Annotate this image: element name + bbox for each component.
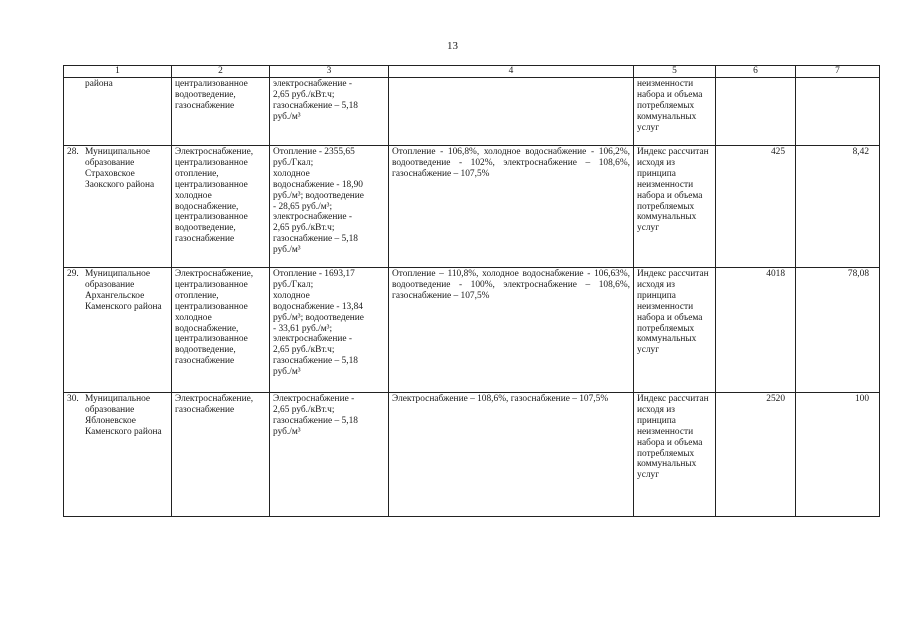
page-number: 13 (447, 40, 458, 52)
table-row (64, 268, 880, 393)
services-cell: централизованное водоотведение, газоснабжение (172, 78, 270, 146)
tariffs-cell: Отопление - 2355,65 руб./Гкал; холодное водоснабжение - 18,90 руб./м³; водоотведение - 28,65 руб./м³; электроснабжение - 2,65 руб./кВт.ч; газоснабжение – 5,18 руб./м³ (270, 146, 389, 268)
column-header: 2 (172, 66, 270, 78)
value-cell: 100 (796, 393, 880, 517)
table-row (64, 393, 880, 517)
services-cell: Электроснабжение, газоснабжение (172, 393, 270, 517)
note-cell: Индекс рассчитан исходя из принципа неизменности набора и объема потребляемых коммунальных услуг (634, 393, 716, 517)
value-cell: 2520 (716, 393, 796, 517)
column-header: 4 (389, 66, 634, 78)
index-cell: Отопление - 106,8%, холодное водоснабжение - 106,2%, водоотведение - 102%, электроснабжение – 108,6%, газоснабжение – 107,5% (389, 146, 634, 268)
municipality-cell: района (64, 78, 172, 146)
municipality-cell: 28. Муниципальное образование Страховское Заокского района (64, 146, 172, 268)
services-cell: Электроснабжение, централизованное отопление, централизованное холодное водоснабжение, централизованное водоотведение, газоснабжение (172, 146, 270, 268)
note-cell: Индекс рассчитан исходя из принципа неизменности набора и объема потребляемых коммунальных услуг (634, 268, 716, 393)
tariffs-cell: электроснабжение - 2,65 руб./кВт.ч; газоснабжение – 5,18 руб./м³ (270, 78, 389, 146)
table-header-row (64, 66, 880, 78)
index-cell: Отопление – 110,8%, холодное водоснабжение - 106,63%, водоотведение - 100%, электроснабжение – 108,6%, газоснабжение – 107,5% (389, 268, 634, 393)
value-cell (716, 78, 796, 146)
note-cell: Индекс рассчитан исходя из принципа неизменности набора и объема потребляемых коммунальных услуг (634, 146, 716, 268)
index-cell (389, 78, 634, 146)
value-cell: 425 (716, 146, 796, 268)
column-header: 6 (716, 66, 796, 78)
column-header: 1 (64, 66, 172, 78)
value-cell: 4018 (716, 268, 796, 393)
column-header: 7 (796, 66, 880, 78)
table-row (64, 146, 880, 268)
table-row (64, 78, 880, 146)
value-cell: 8,42 (796, 146, 880, 268)
note-cell: неизменности набора и объема потребляемых коммунальных услуг (634, 78, 716, 146)
column-header: 5 (634, 66, 716, 78)
services-cell: Электроснабжение, централизованное отопление, централизованное холодное водоснабжение, централизованное водоотведение, газоснабжение (172, 268, 270, 393)
value-cell (796, 78, 880, 146)
tariff-table (63, 65, 880, 517)
municipality-cell: 30. Муниципальное образование Яблоневское Каменского района (64, 393, 172, 517)
index-cell: Электроснабжение – 108,6%, газоснабжение – 107,5% (389, 393, 634, 517)
tariffs-cell: Отопление - 1693,17 руб./Гкал; холодное водоснабжение - 13,84 руб./м³; водоотведение - 33,61 руб./м³; электроснабжение - 2,65 руб./кВт.ч; газоснабжение – 5,18 руб./м³ (270, 268, 389, 393)
municipality-cell: 29. Муниципальное образование Архангельское Каменского района (64, 268, 172, 393)
value-cell: 78,08 (796, 268, 880, 393)
tariffs-cell: Электроснабжение - 2,65 руб./кВт.ч; газоснабжение – 5,18 руб./м³ (270, 393, 389, 517)
column-header: 3 (270, 66, 389, 78)
